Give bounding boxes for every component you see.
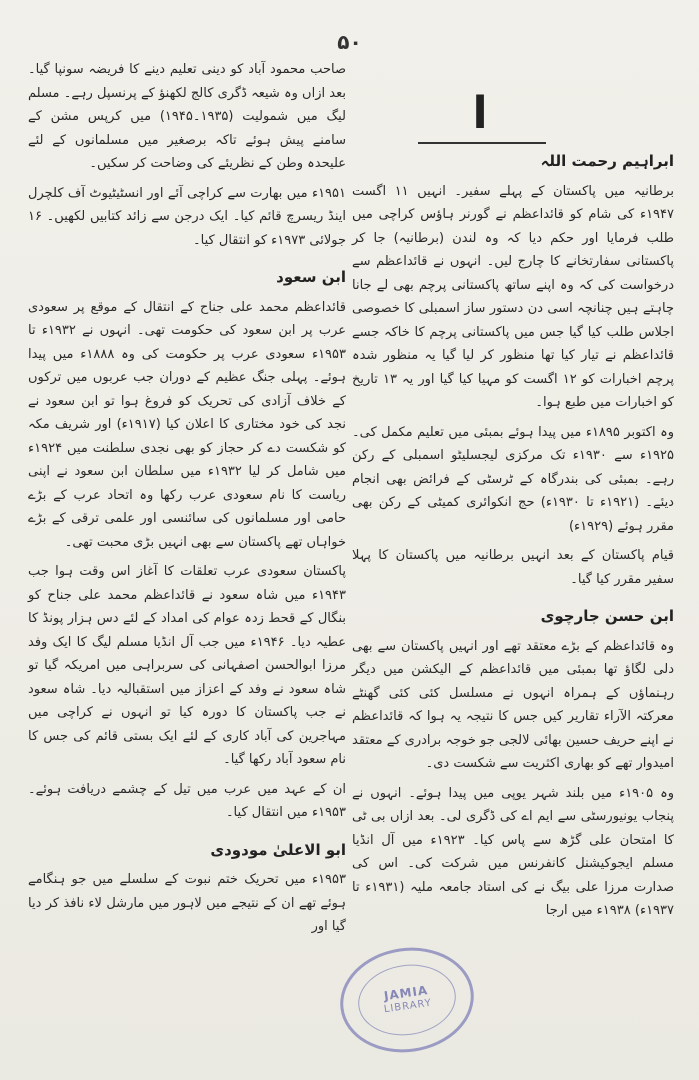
section-letter: ا bbox=[472, 88, 488, 139]
entry-heading: ابن حسن جارچوی bbox=[540, 607, 674, 625]
stamp-text: LIBRARY bbox=[383, 997, 433, 1016]
paragraph: ۱۹۵۳ء میں تحریک ختم نبوت کے سلسلے میں جو ہنگامے ہوئے تھے ان کے نتیجے میں لاہور میں مارشل لاء نافذ کر دیا گیا اور bbox=[28, 872, 346, 934]
paragraph: وہ ۱۹۰۵ء میں بلند شہر یوپی میں پیدا ہوئے۔ انہوں نے پنجاب یونیورسٹی سے ایم اے کی ڈگری لی۔ بعد ازاں بی ٹی کا امتحان علی گڑھ سے پاس کیا۔ ۱۹۲۳ء میں آل انڈیا مسلم ایجوکیشنل کانفرنس میں شرکت کی۔ اس کی صدارت مرزا علی بیگ نے کی استاد جامعہ ملیہ (۱۹۳۱ء تا ۱۹۳۷ء) ۱۹۳۸ء میں ارجا bbox=[352, 785, 675, 918]
paragraph: وہ قائداعظم کے بڑے معتقد تھے اور انہیں پاکستان سے بھی دلی لگاؤ تھا بمبئی میں قائداعظم کے الیکشن میں دیگر رہنماؤں کے ہمراہ انہوں نے مسلسل کئی کئی گھنٹے معرکتہ الآراء تقاریر کیں جس کا نتیجہ یہ ہوا کہ قائداعظم نے اپنے حریف حسین بھائی لالجی جو خوجہ برادری کے معتقد امیدوار تھے کو بھاری اکثریت سے شکست دی۔ bbox=[352, 638, 674, 771]
paragraph: ان کے عہد میں عرب میں تیل کے چشمے دریافت ہوئے۔ ۱۹۵۳ء میں انتقال کیا۔ bbox=[28, 781, 346, 820]
paragraph: وہ اکتوبر ۱۸۹۵ء میں پیدا ہوئے بمبئی میں تعلیم مکمل کی۔ ۱۹۲۵ء سے ۱۹۳۰ء تک مرکزی لیجسلیٹو اسمبلی کے رکن رہے۔ بمبئی کی بندرگاہ کے ٹرسٹی کے فرائض بھی انجام دیئے۔ (۱۹۲۱ء تا ۱۹۳۰ء) حج انکوائری کمیٹی کے رکن بھی مقرر ہوئے (۱۹۲۹ء) bbox=[352, 424, 675, 534]
page-number: ۵۰ bbox=[337, 30, 362, 54]
paragraph: صاحب محمود آباد کو دینی تعلیم دینے کا فریضہ سونپا گیا۔ بعد ازاں وہ شیعہ ڈگری کالج لکھنؤ کے پرنسپل رہے۔ مسلم لیگ میں شمولیت (۱۹۳۵۔۱۹۴۵) میں کرپس مشن کے سامنے پیش ہوئے تاکہ برصغیر میں مسلمانوں کے لئے علیحدہ وطن کے نظریئے کی وضاحت کر سکیں۔ bbox=[28, 62, 347, 171]
right-column bbox=[352, 150, 674, 929]
paragraph: ۱۹۵۱ء میں بھارت سے کراچی آئے اور انسٹیٹیوٹ آف کلچرل اینڈ ریسرچ قائم کیا۔ ایک درجن سے زائد کتابیں لکھیں۔ ۱۶ جولائی ۱۹۷۳ء کو انتقال کیا۔ bbox=[28, 185, 346, 248]
library-stamp bbox=[333, 939, 480, 1061]
paragraph: قائداعظم محمد علی جناح کے انتقال کے موقع پر سعودی عرب پر ابن سعود کی حکومت تھی۔ انہوں نے ۱۹۳۲ء تا ۱۹۵۳ء سعودی عرب پر حکومت کی وہ ۱۸۸۸ء میں پیدا ہوئے۔ پہلی جنگ عظیم کے دوران جب عربوں میں ترکوں کے خلاف آزادی کی تحریک کو فروغ ہوا تو ابن سعود نے نجد کی خود مختاری کا اعلان کیا (۱۹۱۷ء) اور شریف مکہ کو شکست دے کر حجاز کو بھی نجدی سلطنت میں ۱۹۲۴ء میں شامل کر لیا ۱۹۳۲ء میں سلطان ابن سعود نے اپنی ریاست کا نام سعودی عرب رکھا وہ اتحاد عرب کے بڑے حامی اور مسلمانوں کی سائنسی اور علمی ترقی کے بڑے خواہاں تھے پاکستان سے بھی انہیں بڑی محبت تھی۔ bbox=[28, 299, 347, 550]
entry-heading: ابو الاعلیٰ مودودی bbox=[210, 840, 346, 859]
paragraph: پاکستان سعودی عرب تعلقات کا آغاز اس وقت ہوا جب ۱۹۴۳ء میں شاہ سعود نے قائداعظم محمد علی جناح کو بنگال کے قحط زدہ عوام کی امداد کے لئے دس ہزار پونڈ کا عطیہ دیا۔ ۱۹۴۶ء میں جب آل انڈیا مسلم لیگ کا ایک وفد مرزا ابوالحسن اصفہانی کی سربراہی میں امریکہ گیا تو شاہ سعود نے وفد کے اعزاز میں استقبالیہ دیا۔ شاہ سعود نے جب پاکستان کا دورہ کیا تو انہوں نے کراچی میں مہاجرین کی آباد کاری کے لئے ایک بستی قائم کی جس کا نام سعود آباد رکھا گیا۔ bbox=[28, 564, 346, 767]
library-stamp-inner bbox=[354, 959, 461, 1042]
paragraph: برطانیہ میں پاکستان کے پہلے سفیر۔ انہیں ۱۱ اگست ۱۹۴۷ء کی شام کو قائداعظم نے گورنر ہاؤس کراچی میں طلب فرمایا اور حکم دیا کہ وہ لندن (برطانیہ) جا کر پاکستانی سفارتخانے کا چارج لیں۔ انہوں نے قائداعظم سے درخواست کی کہ وہ اپنے ساتھ پاکستانی پرچم بھی لے جانا چاہتے ہیں چنانچہ اسی دن دستور ساز اسمبلی کا خصوصی اجلاس طلب کیا گیا جس میں پاکستانی پرچم کا خاکہ جسے قائداعظم نے تیار کیا تھا منظور کر لیا گیا یہ منظور شدہ پرچم اخبارات کو ۱۲ اگست کو مہیا کیا گیا اور یہ ۱۳ تاریخ کو اخبارات میں طبع ہوا۔ bbox=[352, 183, 675, 410]
entry-heading: ابراہیم رحمت اللہ bbox=[540, 152, 674, 170]
paragraph: قیام پاکستان کے بعد انہیں برطانیہ میں پاکستان کا پہلا سفیر مقرر کیا گیا۔ bbox=[352, 548, 674, 587]
stamp-text: JAMIA bbox=[383, 983, 430, 1004]
entry-heading: ابن سعود bbox=[276, 268, 346, 286]
section-rule bbox=[418, 142, 546, 144]
left-column bbox=[28, 58, 346, 945]
